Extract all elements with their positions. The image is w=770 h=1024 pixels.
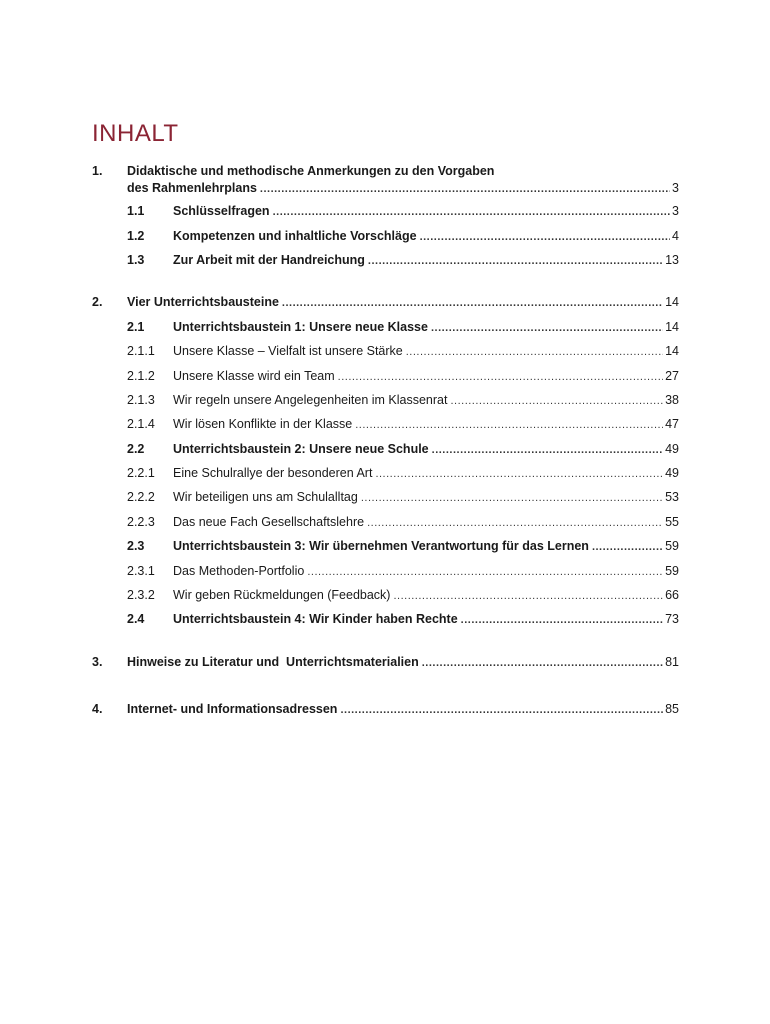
toc-title: Das Methoden-Portfolio xyxy=(173,564,305,578)
toc-title: Unterrichtsbaustein 4: Wir Kinder haben Rechte xyxy=(173,612,458,626)
toc-entry xyxy=(0,342,770,360)
toc-number: 2.1.4 xyxy=(127,417,155,431)
dot-leader xyxy=(450,392,663,410)
toc-page-number: 81 xyxy=(665,655,679,669)
toc-entry xyxy=(0,513,770,531)
toc-entry xyxy=(0,293,770,311)
toc-entry xyxy=(0,415,770,433)
dot-leader xyxy=(355,416,663,434)
dot-leader xyxy=(420,228,670,246)
toc-entry xyxy=(0,179,770,197)
toc-entry xyxy=(0,367,770,385)
toc-page-number: 13 xyxy=(665,253,679,267)
toc-number: 2.1.2 xyxy=(127,369,155,383)
toc-number: 2.1.3 xyxy=(127,393,155,407)
toc-title: Eine Schulrallye der besonderen Art xyxy=(173,466,373,480)
toc-entry xyxy=(0,610,770,628)
toc-page-number: 14 xyxy=(665,344,679,358)
dot-leader xyxy=(282,294,663,312)
toc-number: 2.3 xyxy=(127,539,145,553)
toc-page-number: 59 xyxy=(665,539,679,553)
toc-number: 2.2 xyxy=(127,442,145,456)
dot-leader xyxy=(260,180,670,198)
toc-number: 2.2.2 xyxy=(127,490,155,504)
dot-leader xyxy=(393,587,663,605)
page-title: INHALT xyxy=(92,120,179,148)
toc-title: Das neue Fach Gesellschaftslehre xyxy=(173,515,365,529)
toc-page-number: 55 xyxy=(665,515,679,529)
toc-entry xyxy=(0,586,770,604)
toc-page-number: 14 xyxy=(665,295,679,309)
toc-number: 3. xyxy=(92,655,103,669)
dot-leader xyxy=(368,252,663,270)
toc-number: 2.1 xyxy=(127,320,145,334)
dot-leader xyxy=(406,343,663,361)
toc-page-number: 85 xyxy=(665,702,679,716)
toc-title: Unsere Klasse wird ein Team xyxy=(173,369,335,383)
toc-title: Hinweise zu Literatur und Unterrichtsmaterialien xyxy=(127,655,419,669)
toc-page-number: 73 xyxy=(665,612,679,626)
toc-entry xyxy=(0,488,770,506)
dot-leader xyxy=(361,489,663,507)
toc-title: Wir lösen Konflikte in der Klasse xyxy=(173,417,353,431)
toc-title: Unterrichtsbaustein 3: Wir übernehmen Verantwortung für das Lernen xyxy=(173,539,589,553)
dot-leader xyxy=(340,701,663,719)
toc-title-line1: Didaktische und methodische Anmerkungen zu den Vorgaben xyxy=(127,164,495,178)
toc-page-number: 3 xyxy=(672,181,679,195)
toc-page-number: 49 xyxy=(665,466,679,480)
toc-number: 4. xyxy=(92,702,103,716)
toc-page-number: 66 xyxy=(665,588,679,602)
toc-number: 1.3 xyxy=(127,253,145,267)
toc-number: 1. xyxy=(92,164,103,178)
toc-title: des Rahmenlehrplans xyxy=(127,181,257,195)
toc-number: 2.1.1 xyxy=(127,344,155,358)
toc-entry xyxy=(0,653,770,671)
dot-leader xyxy=(375,465,663,483)
toc-page-number: 27 xyxy=(665,369,679,383)
toc-title: Wir geben Rückmeldungen (Feedback) xyxy=(173,588,391,602)
toc-title: Kompetenzen und inhaltliche Vorschläge xyxy=(173,229,417,243)
toc-entry xyxy=(0,440,770,458)
toc-number: 2.2.3 xyxy=(127,515,155,529)
toc-entry xyxy=(0,391,770,409)
toc-page-number: 59 xyxy=(665,564,679,578)
toc-page-number: 4 xyxy=(672,229,679,243)
toc-number: 1.2 xyxy=(127,229,145,243)
toc-page-number: 49 xyxy=(665,442,679,456)
toc-title: Unterrichtsbaustein 2: Unsere neue Schule xyxy=(173,442,429,456)
toc-number: 2.3.2 xyxy=(127,588,155,602)
toc-entry xyxy=(0,700,770,718)
dot-leader xyxy=(422,654,663,672)
toc-title: Schlüsselfragen xyxy=(173,204,270,218)
toc-number: 2. xyxy=(92,295,103,309)
toc-page-number: 53 xyxy=(665,490,679,504)
toc-page-number: 14 xyxy=(665,320,679,334)
dot-leader xyxy=(273,203,670,221)
toc-entry xyxy=(0,251,770,269)
toc-entry xyxy=(0,464,770,482)
dot-leader xyxy=(338,368,663,386)
toc-title: Vier Unterrichtsbausteine xyxy=(127,295,279,309)
toc-title: Unsere Klasse – Vielfalt ist unsere Stärke xyxy=(173,344,403,358)
dot-leader xyxy=(432,441,663,459)
toc-title: Wir regeln unsere Angelegenheiten im Klassenrat xyxy=(173,393,448,407)
toc-number: 1.1 xyxy=(127,204,145,218)
toc-number: 2.4 xyxy=(127,612,145,626)
toc-title: Zur Arbeit mit der Handreichung xyxy=(173,253,365,267)
dot-leader xyxy=(431,319,663,337)
toc-number: 2.2.1 xyxy=(127,466,155,480)
toc-entry xyxy=(0,202,770,220)
dot-leader xyxy=(307,563,663,581)
dot-leader xyxy=(592,538,663,556)
toc-title: Internet- und Informationsadressen xyxy=(127,702,338,716)
toc-entry xyxy=(0,162,770,180)
toc-page-number: 38 xyxy=(665,393,679,407)
toc-title: Wir beteiligen uns am Schulalltag xyxy=(173,490,358,504)
toc-page-number: 3 xyxy=(672,204,679,218)
dot-leader xyxy=(367,514,663,532)
toc-entry xyxy=(0,562,770,580)
toc-page-number: 47 xyxy=(665,417,679,431)
dot-leader xyxy=(461,611,663,629)
toc-title: Unterrichtsbaustein 1: Unsere neue Klasse xyxy=(173,320,428,334)
toc-entry xyxy=(0,227,770,245)
toc-number: 2.3.1 xyxy=(127,564,155,578)
toc-entry xyxy=(0,318,770,336)
toc-entry xyxy=(0,537,770,555)
